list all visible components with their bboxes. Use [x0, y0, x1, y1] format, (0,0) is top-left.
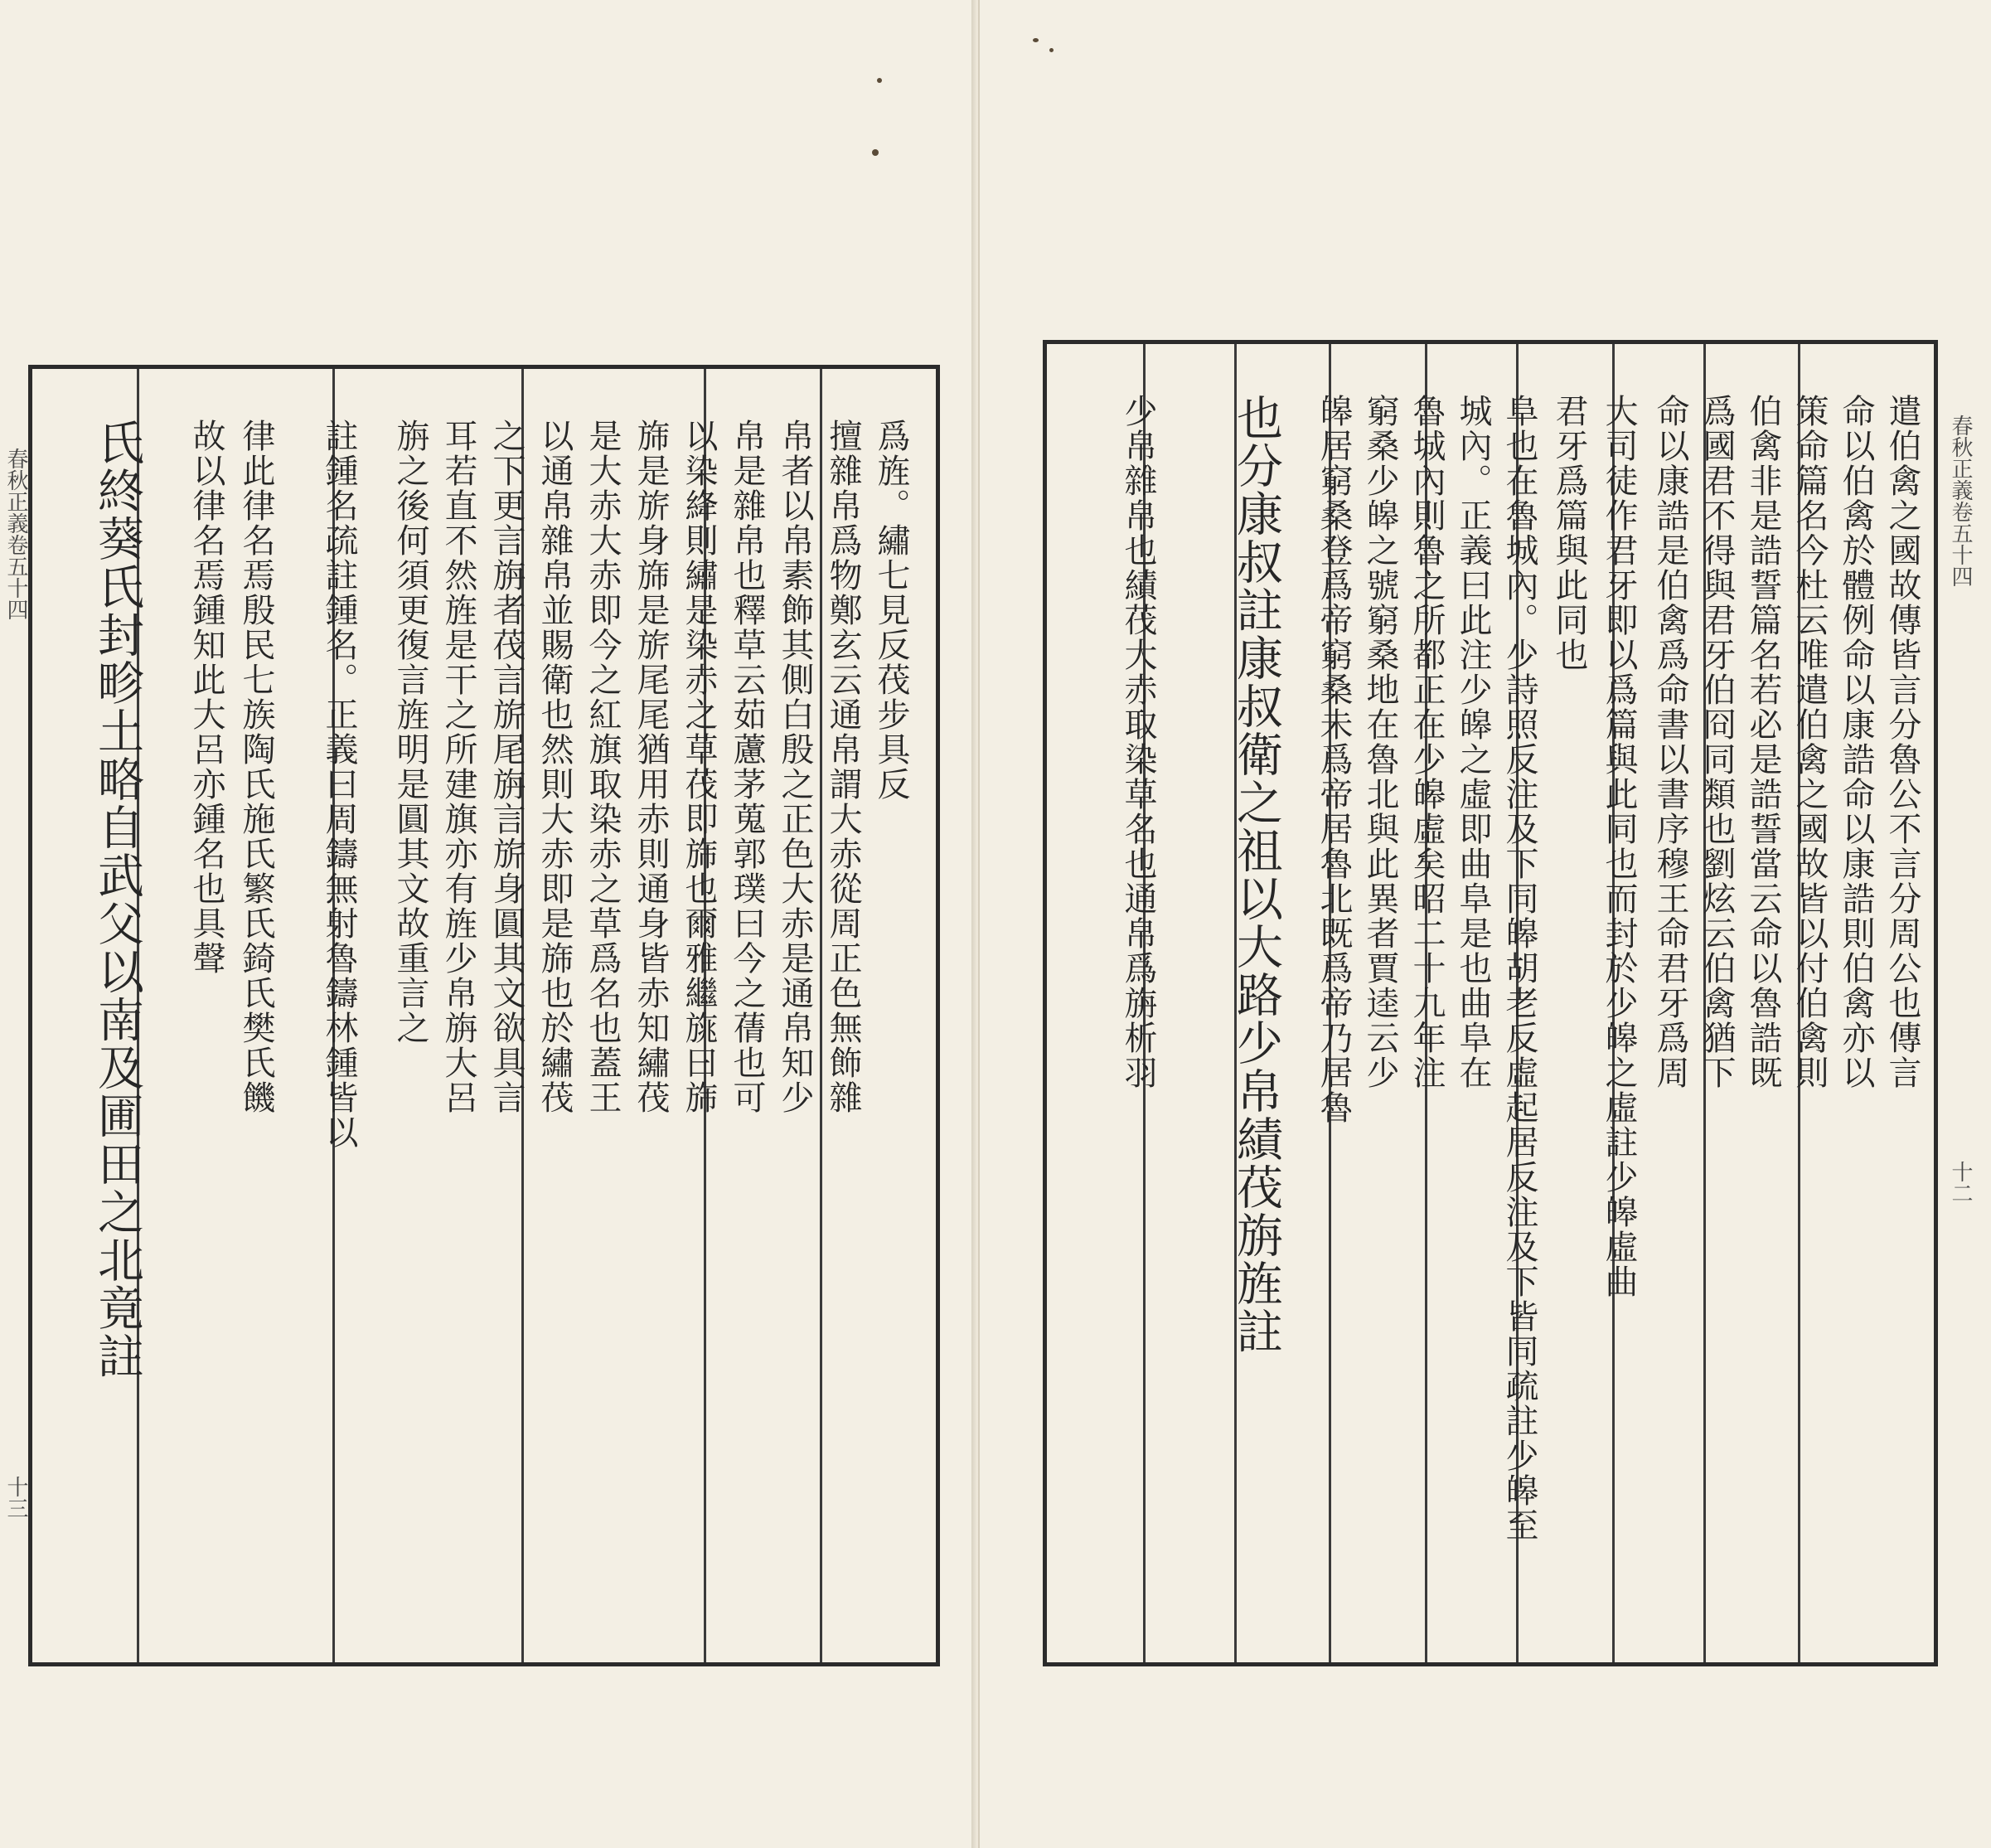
text-column: 以通帛雜帛並賜衛也然則大赤即是旆也於繡茷 — [535, 419, 574, 1115]
text-column: 爲國君不得與君牙伯冏同類也劉炫云伯禽猶下 — [1698, 394, 1736, 1090]
text-column: 旃之後何須更復言旌明是圓其文故重言之 — [391, 419, 429, 1045]
ink-stain — [1049, 48, 1054, 52]
left-text-frame — [28, 365, 940, 1666]
left-page — [0, 0, 976, 1848]
folio-number: 十二 — [1948, 1161, 1973, 1204]
text-column: 帛者以帛素飾其側白殷之正色大赤是通帛知少 — [776, 419, 814, 1115]
text-column: 遣伯禽之國故傳皆言分魯公不言分周公也傳言 — [1883, 394, 1921, 1090]
text-column: 大司徒作君牙即以爲篇與此同也而封於少皞之虛註少皞虛曲 — [1600, 394, 1638, 1299]
text-column: 伯禽非是誥誓篇名若必是誥誓當云命以魯誥既 — [1744, 394, 1782, 1090]
text-column: 故以律名焉鍾知此大呂亦鍾名也具聲 — [187, 419, 225, 976]
text-column: 命以康誥是伯禽爲命書以書序穆王命君牙爲周 — [1651, 394, 1689, 1090]
text-column: 帛是雜帛也釋草云茹藘茅蒐郭璞曰今之蒨也可 — [728, 419, 766, 1115]
text-column: 是大赤大赤即今之紅旗取染赤之草爲名也蓋王 — [584, 419, 622, 1115]
text-column: 爲旌。繡七見反茷步具反 — [872, 419, 910, 802]
text-column: 君牙爲篇與此同也 — [1550, 394, 1588, 672]
text-column: 之下更言旃者茷言旂尾旃言旂身圓其文欲具言 — [487, 419, 526, 1115]
text-column: 策命篇名今杜云唯遣伯禽之國故皆以付伯禽則 — [1790, 394, 1829, 1090]
text-column: 皞居窮桑登爲帝窮桑未爲帝居魯北既爲帝乃居魯 — [1315, 394, 1353, 1125]
text-column: 命以伯禽於體例命以康誥命以康誥則伯禽亦以 — [1837, 394, 1875, 1090]
text-column: 註鍾名疏註鍾名。正義曰周鑄無射魯鑄林鍾皆以 — [320, 419, 358, 1150]
ink-stain — [872, 149, 879, 156]
text-column: 律此律名焉殷民七族陶氏施氏繁氏錡氏樊氏饑 — [237, 419, 275, 1115]
text-column: 魯城內則魯之所都正在少皞虛矣昭二十九年注 — [1407, 394, 1446, 1090]
right-text-frame — [1043, 340, 1938, 1666]
text-column: 城內。正義曰此注少皞之虛即曲阜是也曲阜在 — [1454, 394, 1492, 1090]
ink-stain — [877, 78, 882, 83]
ink-stain — [1033, 38, 1039, 42]
text-column: 旆是旂身旆是旂尾尾猶用赤則通身皆赤知繡茷 — [632, 419, 670, 1115]
fold-margin-title: 春秋正義卷五十四 — [1948, 415, 1973, 587]
fold-margin-title: 春秋正義卷五十四 — [3, 448, 28, 620]
right-page — [978, 0, 1991, 1848]
text-column: 耳若直不然旌是干之所建旗亦有旌少帛旃大呂 — [439, 419, 477, 1115]
text-column: 少帛雜帛也績茷大赤取染草名也通帛爲旃析羽 — [1119, 394, 1157, 1090]
text-column: 以染絳則繡是染赤之草茷即旆也爾雅繼旐曰旆 — [680, 419, 718, 1115]
column-rule — [820, 369, 822, 1662]
folio-number: 十三 — [3, 1476, 28, 1519]
text-column: 擅雜帛爲物鄭玄云通帛謂大赤從周正色無飾雜 — [824, 419, 862, 1115]
text-column: 阜也在魯城內。少詩照反注及下同皞胡老反虛起居反注及下皆同疏註少皞至 — [1500, 394, 1538, 1543]
text-column: 窮桑少皞之號窮桑地在魯北與此異者賈逵云少 — [1361, 394, 1399, 1090]
main-text-column: 氏終葵氏封畛土略自武父以南及圃田之北竟註 — [90, 419, 144, 1380]
main-text-column: 也分康叔註康叔衛之祖以大路少帛績茷旃旌註 — [1229, 394, 1283, 1356]
